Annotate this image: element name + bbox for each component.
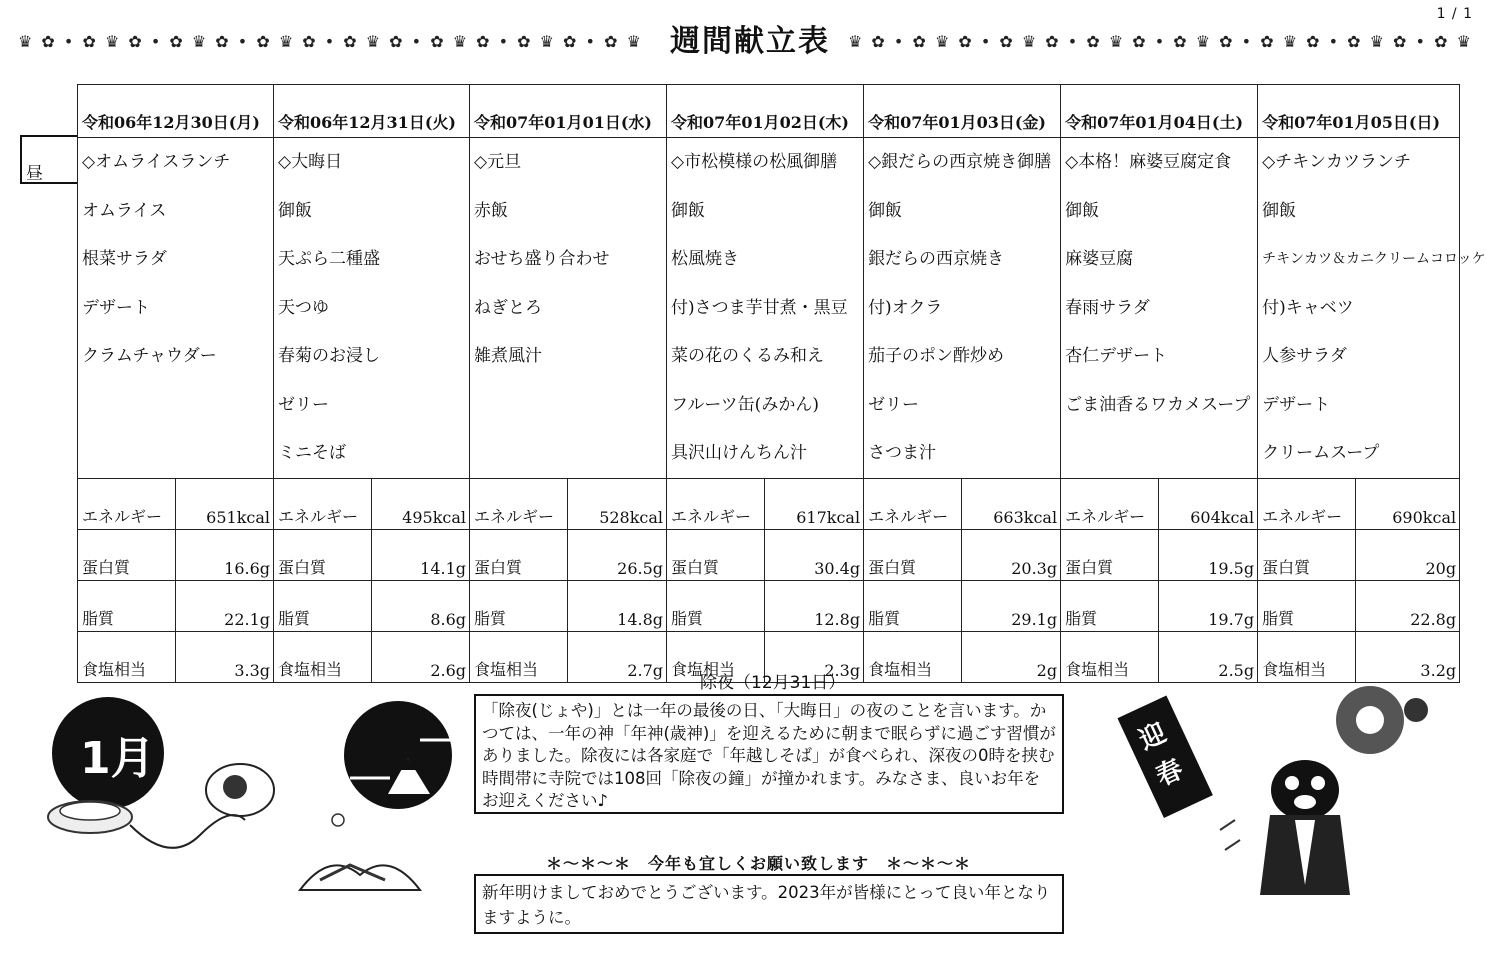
nutrient-label: エネルギー xyxy=(78,479,176,530)
dish-item: 御飯 xyxy=(868,200,903,221)
dish-item: 松風焼き xyxy=(671,249,740,269)
nutrient-value: 19.5g xyxy=(1159,530,1258,581)
nutrient-value: 2g xyxy=(962,632,1061,683)
nutrient-value: 26.5g xyxy=(568,530,667,581)
nutrient-value: 14.1g xyxy=(372,530,470,581)
nutrient-label: 食塩相当 xyxy=(864,632,962,683)
nutrient-value: 690kcal xyxy=(1356,479,1460,530)
nutrient-value: 22.1g xyxy=(176,581,274,632)
dish-item: 付)さつま芋甘煮・黒豆 xyxy=(671,297,848,318)
date-row xyxy=(78,85,1460,138)
nutrient-label: 脂質 xyxy=(78,581,176,632)
nutrient-label: 脂質 xyxy=(274,581,372,632)
dish-item: ゼリー xyxy=(868,394,920,415)
dish-item: オムライス xyxy=(82,200,167,221)
nutrient-value: 2.7g xyxy=(568,632,667,683)
nutrient-label: 脂質 xyxy=(470,581,568,632)
page-title: 週間献立表 xyxy=(670,24,830,59)
nutrient-label: エネルギー xyxy=(864,479,962,530)
dish-item: チキンカツ＆カニクリームコロッケ xyxy=(1262,251,1486,267)
day-date: 令和07年01月04日(土) xyxy=(1061,85,1258,138)
dish-item: 付)キャベツ xyxy=(1262,297,1354,318)
dish-item: さつま汁 xyxy=(868,443,937,463)
nyoya-caption: 除夜（12月31日） xyxy=(700,673,846,693)
dish-item: クラムチャウダー xyxy=(82,346,217,366)
meal-label-lunch: 昼 xyxy=(20,135,78,184)
dish-item: ミニそば xyxy=(278,443,347,463)
new-year-toys-illustration xyxy=(30,695,280,870)
dish-item: 銀だらの西京焼き xyxy=(868,249,1005,269)
day-dishes xyxy=(864,138,1061,479)
dish-item: 御飯 xyxy=(1262,200,1297,221)
dish-item: 人参サラダ xyxy=(1262,346,1347,366)
dish-item: クリームスープ xyxy=(1262,443,1380,463)
nutrient-label: エネルギー xyxy=(1258,479,1356,530)
dish-item: ◇大晦日 xyxy=(278,152,343,172)
nutrient-label: 蛋白質 xyxy=(274,530,372,581)
dish-item: おせち盛り合わせ xyxy=(474,249,610,269)
svg-text:春: 春 xyxy=(1151,754,1188,793)
dish-item: 付)オクラ xyxy=(868,297,943,318)
nutrient-label: エネルギー xyxy=(667,479,765,530)
nutrient-label: 蛋白質 xyxy=(1258,530,1356,581)
dish-item: 根菜サラダ xyxy=(82,249,167,269)
dish-item: 茄子のポン酢炒め xyxy=(868,346,1005,366)
day-date: 令和07年01月05日(日) xyxy=(1258,85,1460,138)
nutrient-label: 蛋白質 xyxy=(1061,530,1159,581)
nutrient-value: 3.3g xyxy=(176,632,274,683)
nutrient-label: 脂質 xyxy=(1061,581,1159,632)
dish-item: デザート xyxy=(82,297,150,318)
dish-item xyxy=(1061,429,1257,478)
dish-item: 御飯 xyxy=(671,200,706,221)
geishun-banner-icon xyxy=(1117,695,1212,818)
dish-item: ◇市松模様の松風御膳 xyxy=(671,152,838,172)
nutrient-value: 14.8g xyxy=(568,581,667,632)
nutrient-label: 食塩相当 xyxy=(470,632,568,683)
nutrient-label: 食塩相当 xyxy=(1061,632,1159,683)
nutrient-label: 蛋白質 xyxy=(78,530,176,581)
day-date: 令和07年01月01日(水) xyxy=(470,85,667,138)
dish-row xyxy=(78,138,1460,479)
nutrient-value: 2.5g xyxy=(1159,632,1258,683)
nutrient-label: 食塩相当 xyxy=(78,632,176,683)
nutrient-value: 20.3g xyxy=(962,530,1061,581)
dish-item: 天つゆ xyxy=(278,297,330,318)
day-dishes xyxy=(1061,138,1258,479)
nutrient-label: 蛋白質 xyxy=(470,530,568,581)
day-date: 令和06年12月30日(月) xyxy=(78,85,274,138)
day-dishes xyxy=(667,138,864,479)
nutrient-value: 20g xyxy=(1356,530,1460,581)
dish-item: フルーツ缶(みかん) xyxy=(671,394,819,415)
dish-item: デザート xyxy=(1262,394,1331,415)
kite-string-icon xyxy=(1220,820,1240,850)
nutrient-value: 2.3g xyxy=(765,632,864,683)
fuji-and-kagami-illustration xyxy=(290,700,460,900)
kumamon-bear-icon xyxy=(1271,760,1339,820)
day-dishes xyxy=(274,138,470,479)
dish-item: ゼリー xyxy=(278,394,330,415)
dish-item: ◇元旦 xyxy=(474,152,522,172)
nutrient-value: 22.8g xyxy=(1356,581,1460,632)
dish-item: ◇オムライスランチ xyxy=(82,152,231,172)
day-date: 令和07年01月02日(木) xyxy=(667,85,864,138)
dish-item: 麻婆豆腐 xyxy=(1065,249,1134,269)
dish-item xyxy=(470,381,666,430)
weekly-menu-table xyxy=(77,84,1486,683)
dish-item: 春雨サラダ xyxy=(1065,297,1150,318)
nutrient-value: 19.7g xyxy=(1159,581,1258,632)
dish-item: 御飯 xyxy=(1065,200,1100,221)
day-date: 令和06年12月31日(火) xyxy=(274,85,470,138)
dish-item: 雑煮風汁 xyxy=(474,346,543,366)
greeting-text-box: 新年明けましておめでとうございます。2023年が皆様にとって良い年となりますように。 xyxy=(474,874,1064,934)
day-dishes xyxy=(78,138,274,479)
nutrient-row-protein xyxy=(78,530,1460,581)
day-dishes xyxy=(470,138,667,479)
dish-item: 具沢山けんちん汁 xyxy=(671,443,808,463)
nutrient-label: 蛋白質 xyxy=(667,530,765,581)
bear-geishun-illustration xyxy=(1080,680,1460,910)
nutrient-label: 食塩相当 xyxy=(274,632,372,683)
dish-item xyxy=(78,381,273,430)
ornament-border-left: ♛ ✿ • ✿ ♛ ✿ • ✿ ♛ ✿ • ✿ ♛ ✿ • ✿ ♛ ✿ • ✿ ♛ ✿ • ✿ ♛ ✿ • ✿ ♛ xyxy=(18,32,643,51)
dish-item: ねぎとろ xyxy=(474,297,543,318)
nutrient-value: 16.6g xyxy=(176,530,274,581)
nutrient-label: エネルギー xyxy=(274,479,372,530)
nutrient-value: 528kcal xyxy=(568,479,667,530)
nutrient-value: 3.2g xyxy=(1356,632,1460,683)
nutrient-label: 脂質 xyxy=(1258,581,1356,632)
nutrient-value: 8.6g xyxy=(372,581,470,632)
dish-item xyxy=(470,429,666,478)
dish-item: 杏仁デザート xyxy=(1065,346,1168,366)
dish-item: 赤飯 xyxy=(474,200,509,221)
dish-item: 春菊のお浸し xyxy=(278,346,381,366)
nutrient-label: 脂質 xyxy=(864,581,962,632)
dish-item: ごま油香るワカメスープ xyxy=(1065,394,1251,415)
nutrient-value: 2.6g xyxy=(372,632,470,683)
dish-item: ◇チキンカツランチ xyxy=(1262,152,1411,172)
nutrient-label: 脂質 xyxy=(667,581,765,632)
nutrient-row-energy xyxy=(78,479,1460,530)
nutrient-value: 617kcal xyxy=(765,479,864,530)
nutrient-value: 495kcal xyxy=(372,479,470,530)
ornament-border-right: ♛ ✿ • ✿ ♛ ✿ • ✿ ♛ ✿ • ✿ ♛ ✿ • ✿ ♛ ✿ • ✿ ♛ ✿ • ✿ ♛ ✿ • ✿ ♛ xyxy=(848,32,1473,51)
nutrient-value: 29.1g xyxy=(962,581,1061,632)
nutrient-value: 663kcal xyxy=(962,479,1061,530)
nutrient-label: 食塩相当 xyxy=(667,632,765,683)
nutrient-label: 食塩相当 xyxy=(1258,632,1356,683)
nutrient-value: 30.4g xyxy=(765,530,864,581)
dish-item: ◇銀だらの西京焼き御膳 xyxy=(868,152,1052,172)
nyoya-text-box: 「除夜(じょや)」とは一年の最後の日、「大晦日」の夜のことを言います。かつては、一年の神「年神(歳神)」を迎えるために朝まで眠らずに過ごす習慣がありました。除夜には各家庭で「年越しそば」が食べられ、深夜の0時を挟む時間帯に寺院では108回「除夜の鐘」が撞かれます。みなさま、良いお年をお迎えください♪ xyxy=(474,694,1064,814)
month-badge-text: 1月 xyxy=(80,733,155,784)
nutrient-row-fat xyxy=(78,581,1460,632)
dish-item xyxy=(78,429,273,478)
nutrient-label: エネルギー xyxy=(1061,479,1159,530)
nutrient-label: エネルギー xyxy=(470,479,568,530)
title-row xyxy=(18,22,1473,62)
greeting-caption: ＊～＊～＊ 今年も宜しくお願い致します ＊～＊～＊ xyxy=(546,854,972,873)
dish-item: 御飯 xyxy=(278,200,313,221)
svg-text:迎: 迎 xyxy=(1134,718,1171,757)
dish-item: 天ぷら二種盛 xyxy=(278,249,381,269)
mandarin-icon xyxy=(332,814,344,826)
nutrient-value: 12.8g xyxy=(765,581,864,632)
nutrient-value: 651kcal xyxy=(176,479,274,530)
nutrient-label: 蛋白質 xyxy=(864,530,962,581)
day-dishes xyxy=(1258,138,1486,479)
nutrient-value: 604kcal xyxy=(1159,479,1258,530)
dish-item: ◇本格！麻婆豆腐定食 xyxy=(1065,152,1232,172)
dish-item: 菜の花のくるみ和え xyxy=(671,346,825,366)
day-date: 令和07年01月03日(金) xyxy=(864,85,1061,138)
page-number: 1 / 1 xyxy=(1436,6,1473,22)
